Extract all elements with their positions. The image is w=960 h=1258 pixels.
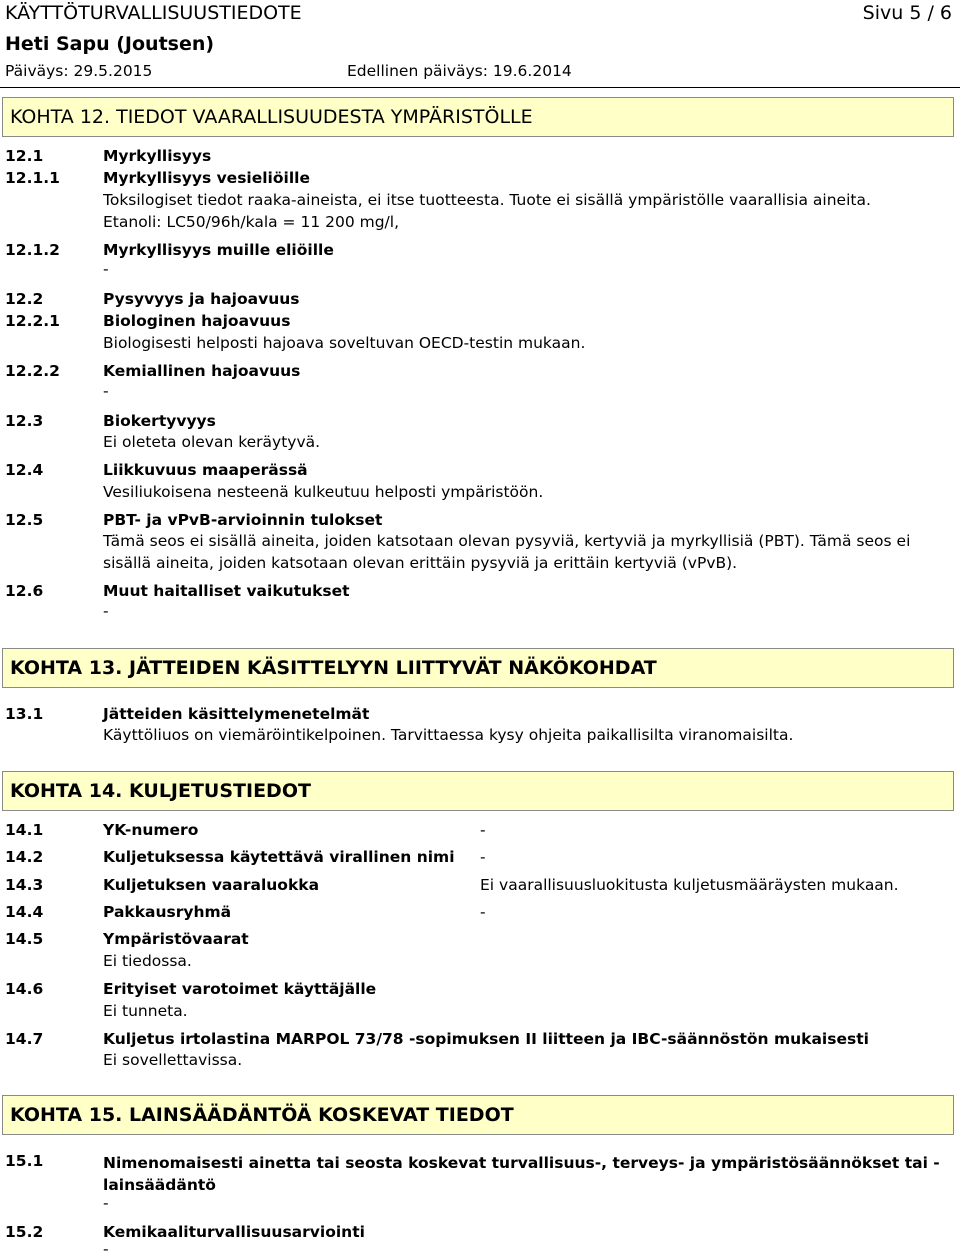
item-heading: Erityiset varotoimet käyttäjälle — [103, 980, 377, 998]
item-heading: Biokertyvyys — [103, 412, 216, 430]
item-heading: Kuljetuksessa käytettävä virallinen nimi — [103, 848, 455, 866]
item-text: Käyttöliuos on viemäröintikelpoinen. Tarvittaessa kysy ohjeita paikallisilta viranomaisilta. — [103, 726, 794, 744]
item-text: Etanoli: LC50/96h/kala = 11 200 mg/l, — [103, 213, 400, 231]
item-heading: Kuljetuksen vaaraluokka — [103, 876, 320, 894]
section-13-title: KOHTA 13. JÄTTEIDEN KÄSITTELYYN LIITTYVÄT NÄKÖKOHDAT — [2, 648, 954, 688]
section-14-title: KOHTA 14. KULJETUSTIEDOT — [2, 771, 954, 811]
item-text: Toksilogiset tiedot raaka-aineista, ei itse tuotteesta. Tuote ei sisällä ympäristölle vaarallisia aineita. — [103, 191, 871, 209]
item-number: 12.1.2 — [5, 241, 60, 259]
item-number: 12.4 — [5, 461, 44, 479]
previous-date: Edellinen päiväys: 19.6.2014 — [347, 62, 572, 80]
item-heading: Myrkyllisyys muille eliöille — [103, 241, 334, 259]
page-number: Sivu 5 / 6 — [862, 2, 952, 24]
item-text: - — [103, 1194, 109, 1212]
item-text: Biologisesti helposti hajoava soveltuvan OECD-testin mukaan. — [103, 334, 586, 352]
section-12-title: KOHTA 12. TIEDOT VAARALLISUUDESTA YMPÄRISTÖLLE — [2, 97, 954, 137]
item-text: - — [103, 260, 109, 278]
item-number: 12.3 — [5, 412, 44, 430]
item-number: 14.1 — [5, 821, 44, 839]
item-text: - — [103, 382, 109, 400]
item-number: 13.1 — [5, 705, 44, 723]
item-heading: Biologinen hajoavuus — [103, 312, 291, 330]
page-header — [5, 0, 952, 27]
item-heading: Jätteiden käsittelymenetelmät — [103, 705, 370, 723]
item-text: Ei tiedossa. — [103, 952, 192, 970]
item-text: Vesiliukoisena nesteenä kulkeutuu helposti ympäristöön. — [103, 483, 544, 501]
item-heading: PBT- ja vPvB-arvioinnin tulokset — [103, 511, 383, 529]
item-number: 14.6 — [5, 980, 44, 998]
item-number: 14.3 — [5, 876, 44, 894]
item-heading: Kemikaaliturvallisuusarviointi — [103, 1223, 365, 1241]
item-heading: Muut haitalliset vaikutukset — [103, 582, 350, 600]
item-number: 12.5 — [5, 511, 44, 529]
item-heading: YK-numero — [103, 821, 199, 839]
item-number: 14.5 — [5, 930, 44, 948]
item-heading: Myrkyllisyys vesieliöille — [103, 169, 310, 187]
product-name: Heti Sapu (Joutsen) — [5, 33, 215, 55]
document-type: KÄYTTÖTURVALLISUUSTIEDOTE — [5, 2, 302, 24]
item-number: 14.2 — [5, 848, 44, 866]
item-value: - — [480, 903, 486, 921]
item-value: - — [480, 848, 486, 866]
dates-row — [5, 62, 952, 80]
item-number: 12.2 — [5, 290, 44, 308]
item-number: 12.6 — [5, 582, 44, 600]
item-heading: Pysyvyys ja hajoavuus — [103, 290, 300, 308]
item-number: 12.2.1 — [5, 312, 60, 330]
item-heading: Kemiallinen hajoavuus — [103, 362, 301, 380]
issue-date: Päiväys: 29.5.2015 — [5, 62, 153, 80]
item-heading: Liikkuvuus maaperässä — [103, 461, 308, 479]
item-number: 15.2 — [5, 1223, 44, 1241]
item-number: 15.1 — [5, 1152, 44, 1170]
item-value: - — [480, 821, 486, 839]
item-text: - — [103, 602, 109, 620]
item-text: - — [103, 1240, 109, 1258]
item-number: 14.7 — [5, 1030, 44, 1048]
item-value: Ei vaarallisuusluokitusta kuljetusmääräysten mukaan. — [480, 876, 899, 894]
item-heading: Kuljetus irtolastina MARPOL 73/78 -sopimuksen II liitteen ja IBC-säännöstön mukaisesti — [103, 1030, 869, 1048]
item-number: 14.4 — [5, 903, 44, 921]
item-text: Ei oleteta olevan keräytyvä. — [103, 433, 321, 451]
item-heading: Ympäristövaarat — [103, 930, 249, 948]
item-number: 12.1 — [5, 147, 44, 165]
item-number: 12.1.1 — [5, 169, 60, 187]
item-number: 12.2.2 — [5, 362, 60, 380]
item-text: Ei tunneta. — [103, 1002, 188, 1020]
item-heading: Nimenomaisesti ainetta tai seosta koskevat turvallisuus-, terveys- ja ympäristösäännökset tai -lainsäädäntö — [103, 1154, 940, 1194]
section-15-title: KOHTA 15. LAINSÄÄDÄNTÖÄ KOSKEVAT TIEDOT — [2, 1095, 954, 1135]
item-text: Tämä seos ei sisällä aineita, joiden katsotaan olevan pysyviä, kertyviä ja myrkyllisiä (PBT). Tämä seos ei sisällä aineita, joiden katsotaan olevan erittäin pysyviä ja erittäin kertyviä (vPvB). — [103, 532, 911, 572]
item-text: Ei sovellettavissa. — [103, 1051, 243, 1069]
header-divider — [0, 87, 960, 88]
item-heading: Pakkausryhmä — [103, 903, 232, 921]
item-heading: Myrkyllisyys — [103, 147, 212, 165]
